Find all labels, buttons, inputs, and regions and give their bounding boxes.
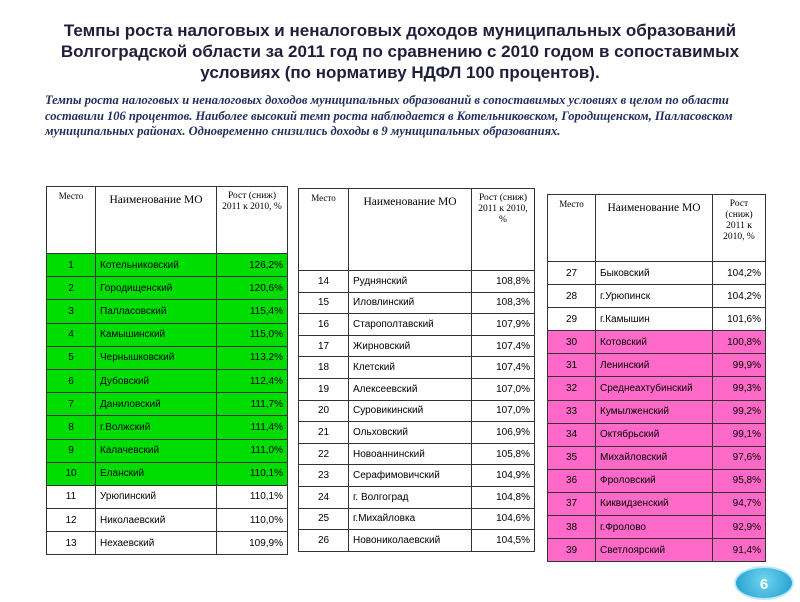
table-row bbox=[548, 377, 766, 400]
cell-name: Светлоярский bbox=[596, 539, 713, 562]
cell-growth: 108,8% bbox=[472, 271, 535, 293]
cell-name: Новониколаевский bbox=[349, 530, 472, 552]
cell-name: Киквидзенский bbox=[596, 492, 713, 515]
table-row bbox=[47, 416, 288, 439]
table-row bbox=[548, 400, 766, 423]
cell-place: 34 bbox=[548, 423, 596, 446]
cell-place: 15 bbox=[299, 292, 349, 314]
table-row bbox=[47, 485, 288, 508]
cell-place: 21 bbox=[299, 422, 349, 444]
cell-name: г. Волгоград bbox=[349, 486, 472, 508]
table-row bbox=[548, 262, 766, 285]
table-row bbox=[47, 369, 288, 392]
cell-name: Клетский bbox=[349, 357, 472, 379]
cell-place: 38 bbox=[548, 516, 596, 539]
cell-name: Кумылженский bbox=[596, 400, 713, 423]
cell-growth: 120,6% bbox=[217, 277, 288, 300]
table-row bbox=[299, 486, 535, 508]
cell-growth: 108,3% bbox=[472, 292, 535, 314]
cell-name: г.Фролово bbox=[596, 516, 713, 539]
cell-place: 1 bbox=[47, 254, 96, 277]
cell-growth: 94,7% bbox=[713, 492, 766, 515]
cell-name: Николаевский bbox=[96, 509, 217, 532]
cell-place: 35 bbox=[548, 446, 596, 469]
header-place: Место bbox=[548, 195, 596, 262]
cell-place: 4 bbox=[47, 323, 96, 346]
cell-name: Старополтавский bbox=[349, 314, 472, 336]
header-growth: Рост (сниж) 2011 к 2010, % bbox=[217, 187, 288, 254]
table-row bbox=[299, 530, 535, 552]
cell-growth: 107,0% bbox=[472, 400, 535, 422]
cell-name: Даниловский bbox=[96, 393, 217, 416]
table-row bbox=[299, 292, 535, 314]
table-row bbox=[548, 308, 766, 331]
cell-place: 17 bbox=[299, 335, 349, 357]
table-row bbox=[47, 323, 288, 346]
cell-name: Фроловский bbox=[596, 469, 713, 492]
header-name: Наименование МО bbox=[596, 195, 713, 262]
table-row bbox=[548, 285, 766, 308]
cell-growth: 110,0% bbox=[217, 509, 288, 532]
cell-growth: 104,9% bbox=[472, 465, 535, 487]
header-name: Наименование МО bbox=[349, 189, 472, 271]
cell-place: 33 bbox=[548, 400, 596, 423]
cell-place: 16 bbox=[299, 314, 349, 336]
cell-name: Быковский bbox=[596, 262, 713, 285]
header-place: Место bbox=[47, 187, 96, 254]
page-title: Темпы роста налоговых и неналоговых доходов муниципальных образований Волгоградской области за 2011 год по сравнению с 2010 годом в сопоставимых условиях (по нормативу НДФЛ 100 процентов). bbox=[60, 21, 740, 82]
table-row bbox=[299, 508, 535, 530]
cell-growth: 100,8% bbox=[713, 331, 766, 354]
cell-name: Чернышковский bbox=[96, 346, 217, 369]
cell-growth: 97,6% bbox=[713, 446, 766, 469]
cell-name: Жирновский bbox=[349, 335, 472, 357]
cell-growth: 99,2% bbox=[713, 400, 766, 423]
cell-growth: 115,0% bbox=[217, 323, 288, 346]
table-row bbox=[548, 331, 766, 354]
cell-place: 31 bbox=[548, 354, 596, 377]
cell-place: 3 bbox=[47, 300, 96, 323]
cell-growth: 95,8% bbox=[713, 469, 766, 492]
ranking-table-1 bbox=[46, 186, 288, 555]
cell-place: 7 bbox=[47, 393, 96, 416]
cell-place: 23 bbox=[299, 465, 349, 487]
cell-place: 36 bbox=[548, 469, 596, 492]
cell-place: 10 bbox=[47, 462, 96, 485]
cell-place: 13 bbox=[47, 532, 96, 555]
cell-growth: 99,1% bbox=[713, 423, 766, 446]
cell-growth: 111,0% bbox=[217, 439, 288, 462]
cell-place: 30 bbox=[548, 331, 596, 354]
table-row bbox=[299, 314, 535, 336]
table-row bbox=[47, 393, 288, 416]
cell-growth: 99,9% bbox=[713, 354, 766, 377]
cell-name: Среднеахтубинский bbox=[596, 377, 713, 400]
cell-place: 14 bbox=[299, 271, 349, 293]
cell-growth: 101,6% bbox=[713, 308, 766, 331]
cell-name: Палласовский bbox=[96, 300, 217, 323]
table-row bbox=[47, 509, 288, 532]
table-row bbox=[299, 335, 535, 357]
cell-growth: 104,6% bbox=[472, 508, 535, 530]
cell-name: Михайловский bbox=[596, 446, 713, 469]
cell-place: 2 bbox=[47, 277, 96, 300]
cell-growth: 115,4% bbox=[217, 300, 288, 323]
cell-name: Котовский bbox=[596, 331, 713, 354]
cell-growth: 111,7% bbox=[217, 393, 288, 416]
cell-name: Калачевский bbox=[96, 439, 217, 462]
cell-place: 27 bbox=[548, 262, 596, 285]
cell-place: 22 bbox=[299, 443, 349, 465]
table-row bbox=[548, 354, 766, 377]
cell-name: г.Волжский bbox=[96, 416, 217, 439]
cell-growth: 92,9% bbox=[713, 516, 766, 539]
cell-place: 12 bbox=[47, 509, 96, 532]
cell-place: 24 bbox=[299, 486, 349, 508]
cell-name: Урюпинский bbox=[96, 485, 217, 508]
cell-name: Еланский bbox=[96, 462, 217, 485]
table-row bbox=[548, 539, 766, 562]
table-row bbox=[47, 462, 288, 485]
cell-place: 19 bbox=[299, 378, 349, 400]
cell-name: Алексеевский bbox=[349, 378, 472, 400]
cell-name: Октябрьский bbox=[596, 423, 713, 446]
table-row bbox=[299, 400, 535, 422]
cell-growth: 110,1% bbox=[217, 485, 288, 508]
cell-place: 8 bbox=[47, 416, 96, 439]
cell-name: Иловлинский bbox=[349, 292, 472, 314]
table-row bbox=[47, 277, 288, 300]
table-row bbox=[548, 446, 766, 469]
table-row bbox=[548, 516, 766, 539]
cell-growth: 107,4% bbox=[472, 335, 535, 357]
cell-growth: 107,0% bbox=[472, 378, 535, 400]
cell-place: 32 bbox=[548, 377, 596, 400]
cell-name: Руднянский bbox=[349, 271, 472, 293]
cell-growth: 113,2% bbox=[217, 346, 288, 369]
cell-growth: 104,8% bbox=[472, 486, 535, 508]
table-row bbox=[548, 423, 766, 446]
cell-growth: 112,4% bbox=[217, 369, 288, 392]
cell-place: 11 bbox=[47, 485, 96, 508]
cell-name: Новоаннинский bbox=[349, 443, 472, 465]
cell-place: 39 bbox=[548, 539, 596, 562]
table-row bbox=[47, 439, 288, 462]
table-row bbox=[47, 254, 288, 277]
cell-place: 5 bbox=[47, 346, 96, 369]
cell-name: Ольховский bbox=[349, 422, 472, 444]
cell-place: 26 bbox=[299, 530, 349, 552]
cell-growth: 126,2% bbox=[217, 254, 288, 277]
cell-growth: 104,2% bbox=[713, 262, 766, 285]
cell-place: 37 bbox=[548, 492, 596, 515]
cell-name: Суровикинский bbox=[349, 400, 472, 422]
cell-growth: 109,9% bbox=[217, 532, 288, 555]
table-row bbox=[299, 465, 535, 487]
header-place: Место bbox=[299, 189, 349, 271]
cell-name: г.Михайловка bbox=[349, 508, 472, 530]
cell-place: 25 bbox=[299, 508, 349, 530]
cell-name: Городищенский bbox=[96, 277, 217, 300]
cell-growth: 91,4% bbox=[713, 539, 766, 562]
page-number-badge: 6 bbox=[734, 566, 794, 600]
cell-growth: 99,3% bbox=[713, 377, 766, 400]
cell-place: 6 bbox=[47, 369, 96, 392]
cell-growth: 107,4% bbox=[472, 357, 535, 379]
table-row bbox=[299, 443, 535, 465]
table-row bbox=[47, 300, 288, 323]
cell-growth: 107,9% bbox=[472, 314, 535, 336]
cell-growth: 111,4% bbox=[217, 416, 288, 439]
cell-place: 18 bbox=[299, 357, 349, 379]
table-row bbox=[47, 346, 288, 369]
cell-place: 9 bbox=[47, 439, 96, 462]
table-row bbox=[299, 378, 535, 400]
cell-name: Серафимовичский bbox=[349, 465, 472, 487]
cell-place: 28 bbox=[548, 285, 596, 308]
summary-text: Темпы роста налоговых и неналоговых доходов муниципальных образований в сопоставимых условиях в целом по области составили 106 процентов. Наиболее высокий темп роста наблюдается в Котельниковском, Городищенском, Палласовском муниципальных районах. Одновременно снизились доходы в 9 муниципальных образованиях. bbox=[45, 93, 733, 138]
cell-place: 29 bbox=[548, 308, 596, 331]
header-growth: Рост (сниж) 2011 к 2010, % bbox=[472, 189, 535, 271]
table-row bbox=[299, 357, 535, 379]
cell-name: г.Урюпинск bbox=[596, 285, 713, 308]
cell-place: 20 bbox=[299, 400, 349, 422]
table-row bbox=[299, 271, 535, 293]
cell-name: Нехаевский bbox=[96, 532, 217, 555]
ranking-table-2 bbox=[298, 188, 535, 552]
table-row bbox=[299, 422, 535, 444]
ranking-table-3 bbox=[547, 194, 766, 562]
cell-growth: 104,5% bbox=[472, 530, 535, 552]
cell-name: г.Камышин bbox=[596, 308, 713, 331]
cell-growth: 110,1% bbox=[217, 462, 288, 485]
cell-name: Ленинский bbox=[596, 354, 713, 377]
table-row bbox=[548, 492, 766, 515]
cell-growth: 104,2% bbox=[713, 285, 766, 308]
cell-name: Дубовский bbox=[96, 369, 217, 392]
header-growth: Рост (сниж) 2011 к 2010, % bbox=[713, 195, 766, 262]
table-row bbox=[548, 469, 766, 492]
cell-name: Котельниковский bbox=[96, 254, 217, 277]
cell-growth: 106,9% bbox=[472, 422, 535, 444]
cell-growth: 105,8% bbox=[472, 443, 535, 465]
cell-name: Камышинский bbox=[96, 323, 217, 346]
table-row bbox=[47, 532, 288, 555]
header-name: Наименование МО bbox=[96, 187, 217, 254]
